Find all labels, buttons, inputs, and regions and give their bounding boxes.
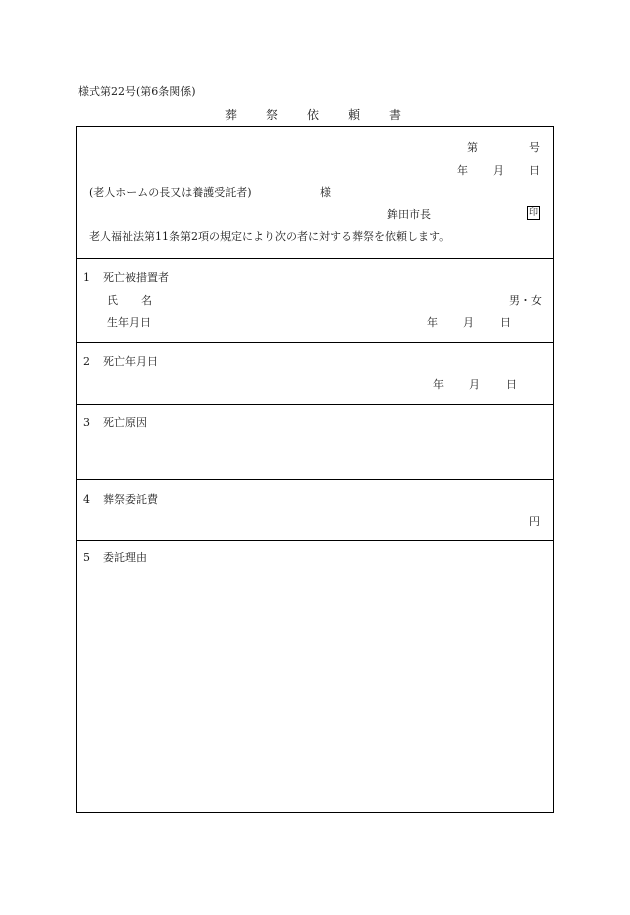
seal-mark: 印 — [528, 208, 538, 218]
section-label: 死亡年月日 — [103, 355, 158, 368]
section-label: 死亡原因 — [103, 416, 147, 429]
issue-date-year: 年 — [457, 164, 468, 177]
issue-date-month: 月 — [493, 164, 504, 177]
title-char: 祭 — [266, 108, 279, 122]
issuer-name: 鉾田市長 — [387, 208, 431, 221]
section-label: 委託理由 — [103, 551, 147, 564]
divider — [77, 540, 553, 541]
death-date-day: 日 — [506, 378, 517, 391]
title-char: 葬 — [225, 108, 238, 122]
gender-options: 男・女 — [509, 294, 542, 307]
divider — [77, 479, 553, 480]
section-number: 5 — [83, 551, 90, 564]
birthdate-month: 月 — [463, 316, 474, 329]
name-label-surname: 氏 — [107, 294, 118, 307]
issue-date-day: 日 — [529, 164, 540, 177]
title-char: 頼 — [348, 108, 361, 122]
section-number: 4 — [83, 493, 90, 506]
divider — [77, 404, 553, 405]
divider — [77, 258, 553, 259]
title-char: 依 — [307, 108, 320, 122]
section-number: 2 — [83, 355, 90, 368]
section-number: 1 — [83, 271, 90, 284]
addressee-honorific: 様 — [320, 186, 331, 199]
birthdate-day: 日 — [500, 316, 511, 329]
section-number: 3 — [83, 416, 90, 429]
title-char: 書 — [389, 108, 402, 122]
form-box — [76, 126, 554, 813]
addressee-label: (老人ホームの長又は養護受託者) — [89, 186, 252, 199]
section-label: 死亡被措置者 — [103, 271, 169, 284]
document-number-suffix: 号 — [529, 141, 540, 154]
name-label-given: 名 — [141, 294, 152, 307]
request-statement: 老人福祉法第11条第2項の規定により次の者に対する葬祭を依頼します。 — [89, 230, 451, 243]
death-date-month: 月 — [469, 378, 480, 391]
death-date-year: 年 — [433, 378, 444, 391]
section-label: 葬祭委託費 — [103, 493, 158, 506]
birthdate-year: 年 — [427, 316, 438, 329]
divider — [77, 342, 553, 343]
birthdate-label: 生年月日 — [107, 316, 151, 329]
form-number: 様式第22号(第6条関係) — [78, 85, 196, 98]
document-number-prefix: 第 — [467, 141, 478, 154]
currency-unit: 円 — [529, 515, 540, 528]
